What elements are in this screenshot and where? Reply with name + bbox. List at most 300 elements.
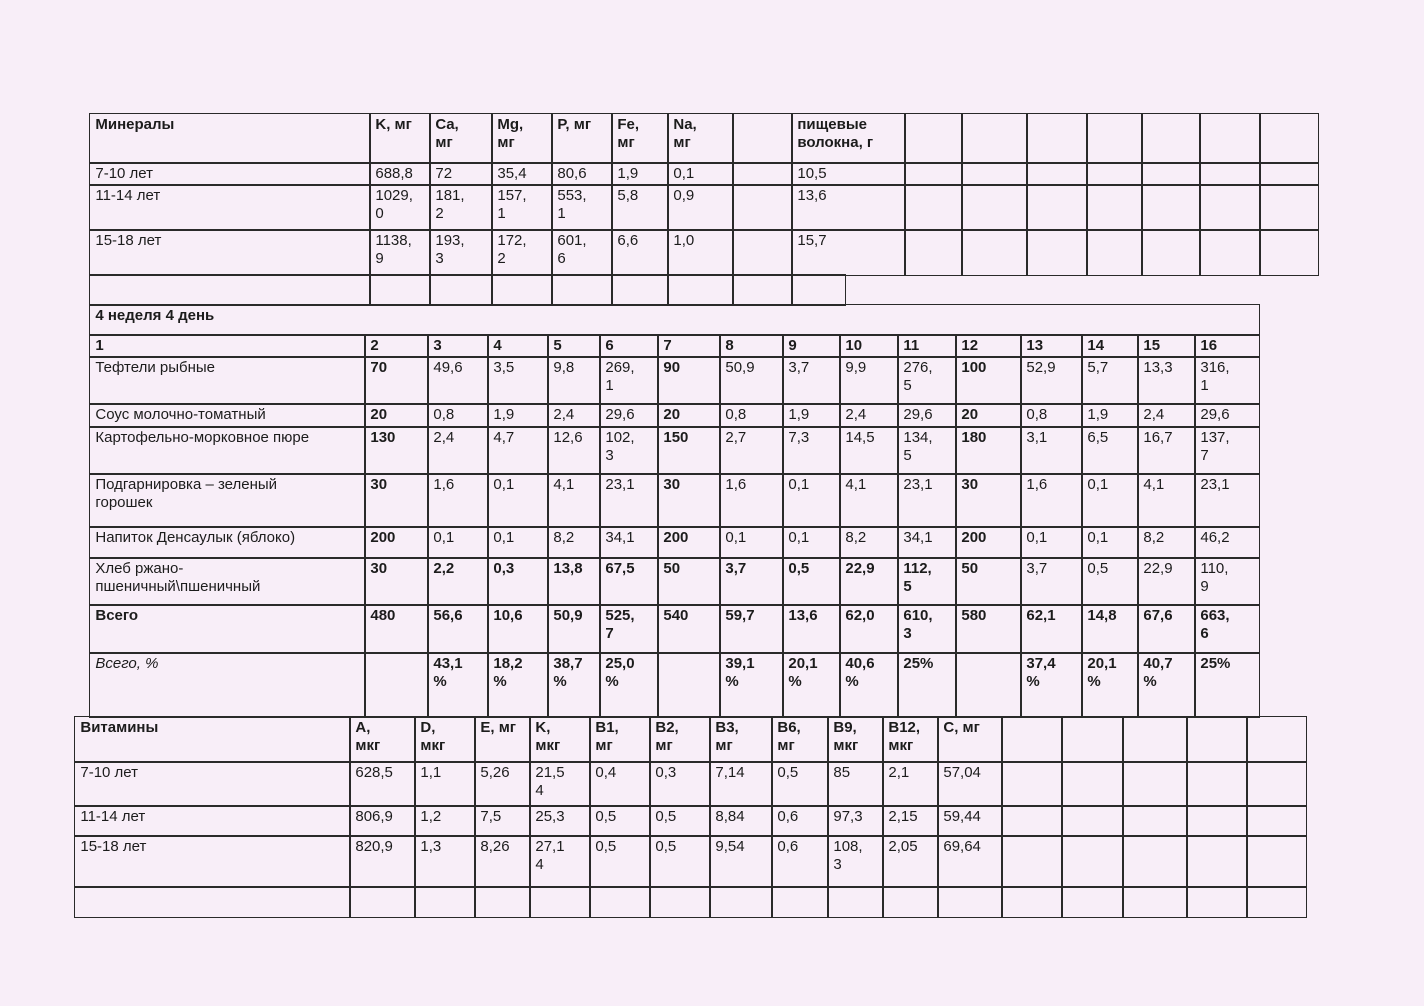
dish-value-cell: 200 (657, 526, 720, 558)
dish-value-cell: 6,5 (1081, 426, 1138, 474)
empty-cell (1122, 886, 1187, 917)
vitamins-header-cell (1001, 716, 1062, 762)
minerals-header-cell (1026, 113, 1087, 163)
dish-value-cell: 1,9 (1081, 403, 1138, 427)
vitamins-header-cell: E, мг (474, 716, 530, 762)
minerals-title: Минералы (89, 113, 370, 163)
dish-value-cell: 0,8 (1020, 403, 1082, 427)
column-number: 2 (364, 334, 428, 357)
minerals-header-cell: Mg, мг (491, 113, 552, 163)
vitamins-value-cell: 0,5 (649, 835, 710, 887)
empty-cell (791, 274, 845, 305)
column-number: 5 (547, 334, 600, 357)
dish-value-cell: 90 (657, 356, 720, 404)
minerals-value-cell (1086, 184, 1142, 230)
vitamins-value-cell: 9,54 (709, 835, 772, 887)
vitamins-value-cell: 0,5 (589, 835, 650, 887)
total-percent-cell (955, 652, 1021, 717)
vitamins-value-cell (1246, 761, 1306, 806)
minerals-value-cell (732, 184, 792, 230)
dish-value-cell: 30 (955, 473, 1021, 527)
dish-name: Напиток Денсаулык (яблоко) (89, 526, 365, 558)
menu-title: 4 неделя 4 день (89, 304, 1259, 335)
minerals-value-cell: 35,4 (491, 162, 552, 185)
dish-name: Подгарнировка – зеленый горошек (89, 473, 365, 527)
vitamins-value-cell (1001, 761, 1062, 806)
minerals-value-cell: 172, 2 (491, 229, 552, 275)
dish-value-cell: 2,7 (719, 426, 783, 474)
dish-value-cell: 30 (364, 557, 428, 605)
dish-value-cell: 0,1 (427, 526, 488, 558)
vitamins-value-cell: 806,9 (349, 805, 415, 836)
empty-cell (369, 274, 430, 305)
vitamins-value-cell: 2,15 (882, 805, 938, 836)
vitamins-header-cell: B9, мкг (827, 716, 883, 762)
minerals-value-cell (904, 229, 962, 275)
vitamins-age-label: 11-14 лет (74, 805, 350, 836)
dish-value-cell: 134, 5 (897, 426, 956, 474)
empty-cell (732, 274, 792, 305)
total-percent-cell: 38,7 % (547, 652, 600, 717)
minerals-value-cell (961, 184, 1027, 230)
dish-value-cell: 316, 1 (1194, 356, 1259, 404)
dish-value-cell: 20 (657, 403, 720, 427)
total-percent-cell: 40,7 % (1137, 652, 1195, 717)
total-percent-cell: 40,6 % (839, 652, 898, 717)
dish-value-cell: 0,1 (1081, 526, 1138, 558)
dish-value-cell: 3,7 (782, 356, 840, 404)
empty-cell (667, 274, 733, 305)
vitamins-header-cell: A, мкг (349, 716, 415, 762)
vitamins-value-cell: 628,5 (349, 761, 415, 806)
dish-value-cell: 2,4 (427, 426, 488, 474)
vitamins-value-cell: 57,04 (937, 761, 1002, 806)
vitamins-value-cell: 2,05 (882, 835, 938, 887)
total-value-cell: 62,1 (1020, 604, 1082, 653)
minerals-value-cell: 72 (429, 162, 492, 185)
vitamins-value-cell: 0,6 (771, 805, 828, 836)
column-number: 3 (427, 334, 488, 357)
dish-value-cell: 50,9 (719, 356, 783, 404)
dish-value-cell: 20 (364, 403, 428, 427)
column-number: 16 (1194, 334, 1259, 357)
dish-value-cell: 100 (955, 356, 1021, 404)
vitamins-value-cell (1186, 761, 1247, 806)
total-value-cell: 59,7 (719, 604, 783, 653)
vitamins-value-cell (1246, 835, 1306, 887)
vitamins-value-cell: 69,64 (937, 835, 1002, 887)
minerals-value-cell (961, 229, 1027, 275)
dish-value-cell: 29,6 (599, 403, 658, 427)
dish-value-cell: 49,6 (427, 356, 488, 404)
minerals-value-cell (1259, 229, 1318, 275)
minerals-value-cell (961, 162, 1027, 185)
dish-value-cell: 14,5 (839, 426, 898, 474)
empty-cell (1001, 886, 1062, 917)
total-percent-cell (657, 652, 720, 717)
dish-value-cell: 0,1 (487, 526, 548, 558)
dish-value-cell: 0,1 (782, 473, 840, 527)
vitamins-value-cell: 0,5 (649, 805, 710, 836)
minerals-value-cell (1141, 229, 1200, 275)
vitamins-header-cell: B2, мг (649, 716, 710, 762)
minerals-value-cell: 6,6 (611, 229, 668, 275)
total-percent-cell: 20,1 % (1081, 652, 1138, 717)
minerals-value-cell: 1,9 (611, 162, 668, 185)
total-percent-cell: 25% (897, 652, 956, 717)
vitamins-value-cell (1061, 805, 1123, 836)
minerals-value-cell (1141, 184, 1200, 230)
minerals-value-cell: 13,6 (791, 184, 905, 230)
dish-value-cell: 23,1 (1194, 473, 1259, 527)
minerals-value-cell (1199, 184, 1260, 230)
minerals-value-cell (732, 162, 792, 185)
vitamins-header-cell: B1, мг (589, 716, 650, 762)
dish-value-cell: 137, 7 (1194, 426, 1259, 474)
dish-name: Картофельно-морковное пюре (89, 426, 365, 474)
column-number: 11 (897, 334, 956, 357)
dish-value-cell: 22,9 (1137, 557, 1195, 605)
dish-value-cell: 180 (955, 426, 1021, 474)
minerals-value-cell: 193, 3 (429, 229, 492, 275)
minerals-value-cell: 10,5 (791, 162, 905, 185)
minerals-age-label: 11-14 лет (89, 184, 370, 230)
vitamins-value-cell: 7,14 (709, 761, 772, 806)
empty-cell (89, 274, 370, 305)
dish-value-cell: 0,3 (487, 557, 548, 605)
empty-cell (74, 886, 350, 917)
vitamins-value-cell (1061, 835, 1123, 887)
minerals-value-cell: 0,1 (667, 162, 733, 185)
minerals-header-cell (732, 113, 792, 163)
minerals-value-cell (1026, 184, 1087, 230)
empty-cell (937, 886, 1002, 917)
empty-cell (349, 886, 415, 917)
dish-value-cell: 8,2 (547, 526, 600, 558)
minerals-header-cell (1259, 113, 1318, 163)
dish-value-cell: 2,4 (839, 403, 898, 427)
dish-value-cell: 0,8 (427, 403, 488, 427)
dish-value-cell: 1,6 (1020, 473, 1082, 527)
vitamins-value-cell (1186, 805, 1247, 836)
vitamins-value-cell (1246, 805, 1306, 836)
empty-cell (611, 274, 668, 305)
vitamins-header-cell (1122, 716, 1187, 762)
dish-value-cell: 102, 3 (599, 426, 658, 474)
column-number: 9 (782, 334, 840, 357)
vitamins-value-cell: 8,26 (474, 835, 530, 887)
column-number: 6 (599, 334, 658, 357)
vitamins-value-cell: 25,3 (529, 805, 590, 836)
empty-cell (882, 886, 938, 917)
dish-value-cell: 34,1 (897, 526, 956, 558)
total-value-cell: 480 (364, 604, 428, 653)
dish-value-cell: 269, 1 (599, 356, 658, 404)
empty-cell (429, 274, 492, 305)
vitamins-header-cell: B6, мг (771, 716, 828, 762)
minerals-age-label: 7-10 лет (89, 162, 370, 185)
total-value-cell: 14,8 (1081, 604, 1138, 653)
dish-value-cell: 29,6 (897, 403, 956, 427)
dish-value-cell: 12,6 (547, 426, 600, 474)
column-number: 13 (1020, 334, 1082, 357)
total-value-cell: 13,6 (782, 604, 840, 653)
dish-value-cell: 4,1 (1137, 473, 1195, 527)
minerals-value-cell (1259, 184, 1318, 230)
dish-value-cell: 34,1 (599, 526, 658, 558)
minerals-value-cell (1026, 162, 1087, 185)
minerals-value-cell: 1138, 9 (369, 229, 430, 275)
dish-value-cell: 13,3 (1137, 356, 1195, 404)
column-number: 10 (839, 334, 898, 357)
minerals-value-cell (1259, 162, 1318, 185)
total-percent-cell (364, 652, 428, 717)
dish-value-cell: 52,9 (1020, 356, 1082, 404)
dish-value-cell: 8,2 (1137, 526, 1195, 558)
vitamins-value-cell: 1,1 (414, 761, 475, 806)
dish-value-cell: 3,5 (487, 356, 548, 404)
vitamins-header-cell (1061, 716, 1123, 762)
vitamins-value-cell: 0,4 (589, 761, 650, 806)
total-value-cell: 10,6 (487, 604, 548, 653)
dish-value-cell: 23,1 (599, 473, 658, 527)
total-value-cell: 580 (955, 604, 1021, 653)
vitamins-header-cell (1186, 716, 1247, 762)
dish-value-cell: 29,6 (1194, 403, 1259, 427)
dish-value-cell: 4,1 (839, 473, 898, 527)
vitamins-header-cell: C, мг (937, 716, 1002, 762)
minerals-value-cell: 688,8 (369, 162, 430, 185)
dish-value-cell: 7,3 (782, 426, 840, 474)
dish-name: Тефтели рыбные (89, 356, 365, 404)
vitamins-value-cell: 27,1 4 (529, 835, 590, 887)
minerals-header-cell (1141, 113, 1200, 163)
total-value-cell: 62,0 (839, 604, 898, 653)
vitamins-header-cell: K, мкг (529, 716, 590, 762)
minerals-header-cell: Na, мг (667, 113, 733, 163)
vitamins-value-cell (1001, 835, 1062, 887)
dish-value-cell: 30 (364, 473, 428, 527)
vitamins-age-label: 15-18 лет (74, 835, 350, 887)
column-number: 4 (487, 334, 548, 357)
vitamins-value-cell: 108, 3 (827, 835, 883, 887)
dish-value-cell: 0,5 (782, 557, 840, 605)
total-value-cell: 50,9 (547, 604, 600, 653)
vitamins-value-cell: 0,5 (771, 761, 828, 806)
dish-value-cell: 5,7 (1081, 356, 1138, 404)
minerals-value-cell: 80,6 (551, 162, 612, 185)
dish-value-cell: 0,1 (719, 526, 783, 558)
vitamins-value-cell: 21,5 4 (529, 761, 590, 806)
vitamins-header-cell: B3, мг (709, 716, 772, 762)
minerals-value-cell (904, 184, 962, 230)
vitamins-age-label: 7-10 лет (74, 761, 350, 806)
dish-value-cell: 2,4 (1137, 403, 1195, 427)
minerals-value-cell (1086, 229, 1142, 275)
empty-cell (1061, 886, 1123, 917)
empty-cell (491, 274, 552, 305)
vitamins-value-cell: 2,1 (882, 761, 938, 806)
total-percent-cell: 37,4 % (1020, 652, 1082, 717)
dish-value-cell: 46,2 (1194, 526, 1259, 558)
dish-value-cell: 1,9 (487, 403, 548, 427)
column-number: 15 (1137, 334, 1195, 357)
vitamins-value-cell (1122, 761, 1187, 806)
minerals-value-cell (732, 229, 792, 275)
minerals-header-cell (1086, 113, 1142, 163)
dish-value-cell: 20 (955, 403, 1021, 427)
dish-value-cell: 150 (657, 426, 720, 474)
dish-value-cell: 67,5 (599, 557, 658, 605)
total-percent-cell: 39,1 % (719, 652, 783, 717)
total-percent-cell: 20,1 % (782, 652, 840, 717)
minerals-header-cell: K, мг (369, 113, 430, 163)
dish-value-cell: 0,1 (487, 473, 548, 527)
dish-value-cell: 50 (955, 557, 1021, 605)
empty-cell (771, 886, 828, 917)
empty-cell (414, 886, 475, 917)
vitamins-title: Витамины (74, 716, 350, 762)
dish-value-cell: 0,1 (1081, 473, 1138, 527)
column-number: 8 (719, 334, 783, 357)
minerals-age-label: 15-18 лет (89, 229, 370, 275)
empty-cell (474, 886, 530, 917)
total-percent-cell: 18,2 % (487, 652, 548, 717)
dish-value-cell: 2,4 (547, 403, 600, 427)
vitamins-value-cell: 85 (827, 761, 883, 806)
minerals-header-cell (1199, 113, 1260, 163)
minerals-header-cell (904, 113, 962, 163)
dish-value-cell: 0,5 (1081, 557, 1138, 605)
empty-cell (529, 886, 590, 917)
dish-value-cell: 200 (955, 526, 1021, 558)
empty-cell (827, 886, 883, 917)
minerals-value-cell: 5,8 (611, 184, 668, 230)
dish-value-cell: 1,9 (782, 403, 840, 427)
minerals-value-cell (1199, 229, 1260, 275)
dish-value-cell: 23,1 (897, 473, 956, 527)
dish-value-cell: 70 (364, 356, 428, 404)
dish-value-cell: 200 (364, 526, 428, 558)
minerals-value-cell: 553, 1 (551, 184, 612, 230)
vitamins-value-cell: 97,3 (827, 805, 883, 836)
minerals-value-cell: 1029, 0 (369, 184, 430, 230)
total-percent-cell: 25% (1194, 652, 1259, 717)
minerals-value-cell (1086, 162, 1142, 185)
minerals-header-cell: пищевые волокна, г (791, 113, 905, 163)
vitamins-value-cell: 7,5 (474, 805, 530, 836)
vitamins-value-cell: 5,26 (474, 761, 530, 806)
column-number: 12 (955, 334, 1021, 357)
dish-value-cell: 130 (364, 426, 428, 474)
vitamins-value-cell: 0,3 (649, 761, 710, 806)
dish-value-cell: 13,8 (547, 557, 600, 605)
minerals-value-cell: 181, 2 (429, 184, 492, 230)
dish-name: Хлеб ржано- пшеничный\пшеничный (89, 557, 365, 605)
dish-value-cell: 9,9 (839, 356, 898, 404)
dish-name: Соус молочно-томатный (89, 403, 365, 427)
minerals-header-cell: P, мг (551, 113, 612, 163)
minerals-value-cell: 157, 1 (491, 184, 552, 230)
dish-value-cell: 30 (657, 473, 720, 527)
total-value-cell: 663, 6 (1194, 604, 1259, 653)
dish-value-cell: 50 (657, 557, 720, 605)
vitamins-header-cell: D, мкг (414, 716, 475, 762)
minerals-header-cell (961, 113, 1027, 163)
empty-cell (709, 886, 772, 917)
total-percent-label: Всего, % (89, 652, 365, 717)
dish-value-cell: 22,9 (839, 557, 898, 605)
dish-value-cell: 110, 9 (1194, 557, 1259, 605)
dish-value-cell: 1,6 (719, 473, 783, 527)
vitamins-value-cell (1061, 761, 1123, 806)
minerals-value-cell (1199, 162, 1260, 185)
vitamins-value-cell: 1,2 (414, 805, 475, 836)
total-percent-cell: 25,0 % (599, 652, 658, 717)
column-number: 14 (1081, 334, 1138, 357)
dish-value-cell: 0,1 (782, 526, 840, 558)
empty-cell (649, 886, 710, 917)
empty-cell (551, 274, 612, 305)
column-number: 1 (89, 334, 365, 357)
dish-value-cell: 0,1 (1020, 526, 1082, 558)
dish-value-cell: 3,7 (719, 557, 783, 605)
minerals-value-cell: 1,0 (667, 229, 733, 275)
vitamins-value-cell: 820,9 (349, 835, 415, 887)
dish-value-cell: 3,7 (1020, 557, 1082, 605)
minerals-value-cell: 15,7 (791, 229, 905, 275)
dish-value-cell: 2,2 (427, 557, 488, 605)
vitamins-value-cell (1186, 835, 1247, 887)
dish-value-cell: 112, 5 (897, 557, 956, 605)
total-value-cell: 610, 3 (897, 604, 956, 653)
empty-cell (1246, 886, 1306, 917)
vitamins-header-cell: B12, мкг (882, 716, 938, 762)
dish-value-cell: 4,1 (547, 473, 600, 527)
dish-value-cell: 276, 5 (897, 356, 956, 404)
minerals-value-cell: 0,9 (667, 184, 733, 230)
dish-value-cell: 8,2 (839, 526, 898, 558)
dish-value-cell: 9,8 (547, 356, 600, 404)
vitamins-value-cell: 0,5 (589, 805, 650, 836)
dish-value-cell: 16,7 (1137, 426, 1195, 474)
minerals-value-cell (904, 162, 962, 185)
vitamins-value-cell: 0,6 (771, 835, 828, 887)
minerals-value-cell (1141, 162, 1200, 185)
empty-cell (1186, 886, 1247, 917)
total-value-cell: 540 (657, 604, 720, 653)
dish-value-cell: 1,6 (427, 473, 488, 527)
total-value-cell: 525, 7 (599, 604, 658, 653)
vitamins-value-cell (1001, 805, 1062, 836)
total-percent-cell: 43,1 % (427, 652, 488, 717)
vitamins-value-cell: 59,44 (937, 805, 1002, 836)
minerals-header-cell: Ca, мг (429, 113, 492, 163)
dish-value-cell: 0,8 (719, 403, 783, 427)
minerals-value-cell (1026, 229, 1087, 275)
empty-cell (589, 886, 650, 917)
minerals-value-cell: 601, 6 (551, 229, 612, 275)
total-value-cell: 56,6 (427, 604, 488, 653)
column-number: 7 (657, 334, 720, 357)
dish-value-cell: 4,7 (487, 426, 548, 474)
vitamins-value-cell: 8,84 (709, 805, 772, 836)
total-label: Всего (89, 604, 365, 653)
vitamins-header-cell (1246, 716, 1306, 762)
vitamins-value-cell: 1,3 (414, 835, 475, 887)
vitamins-value-cell (1122, 835, 1187, 887)
vitamins-value-cell (1122, 805, 1187, 836)
